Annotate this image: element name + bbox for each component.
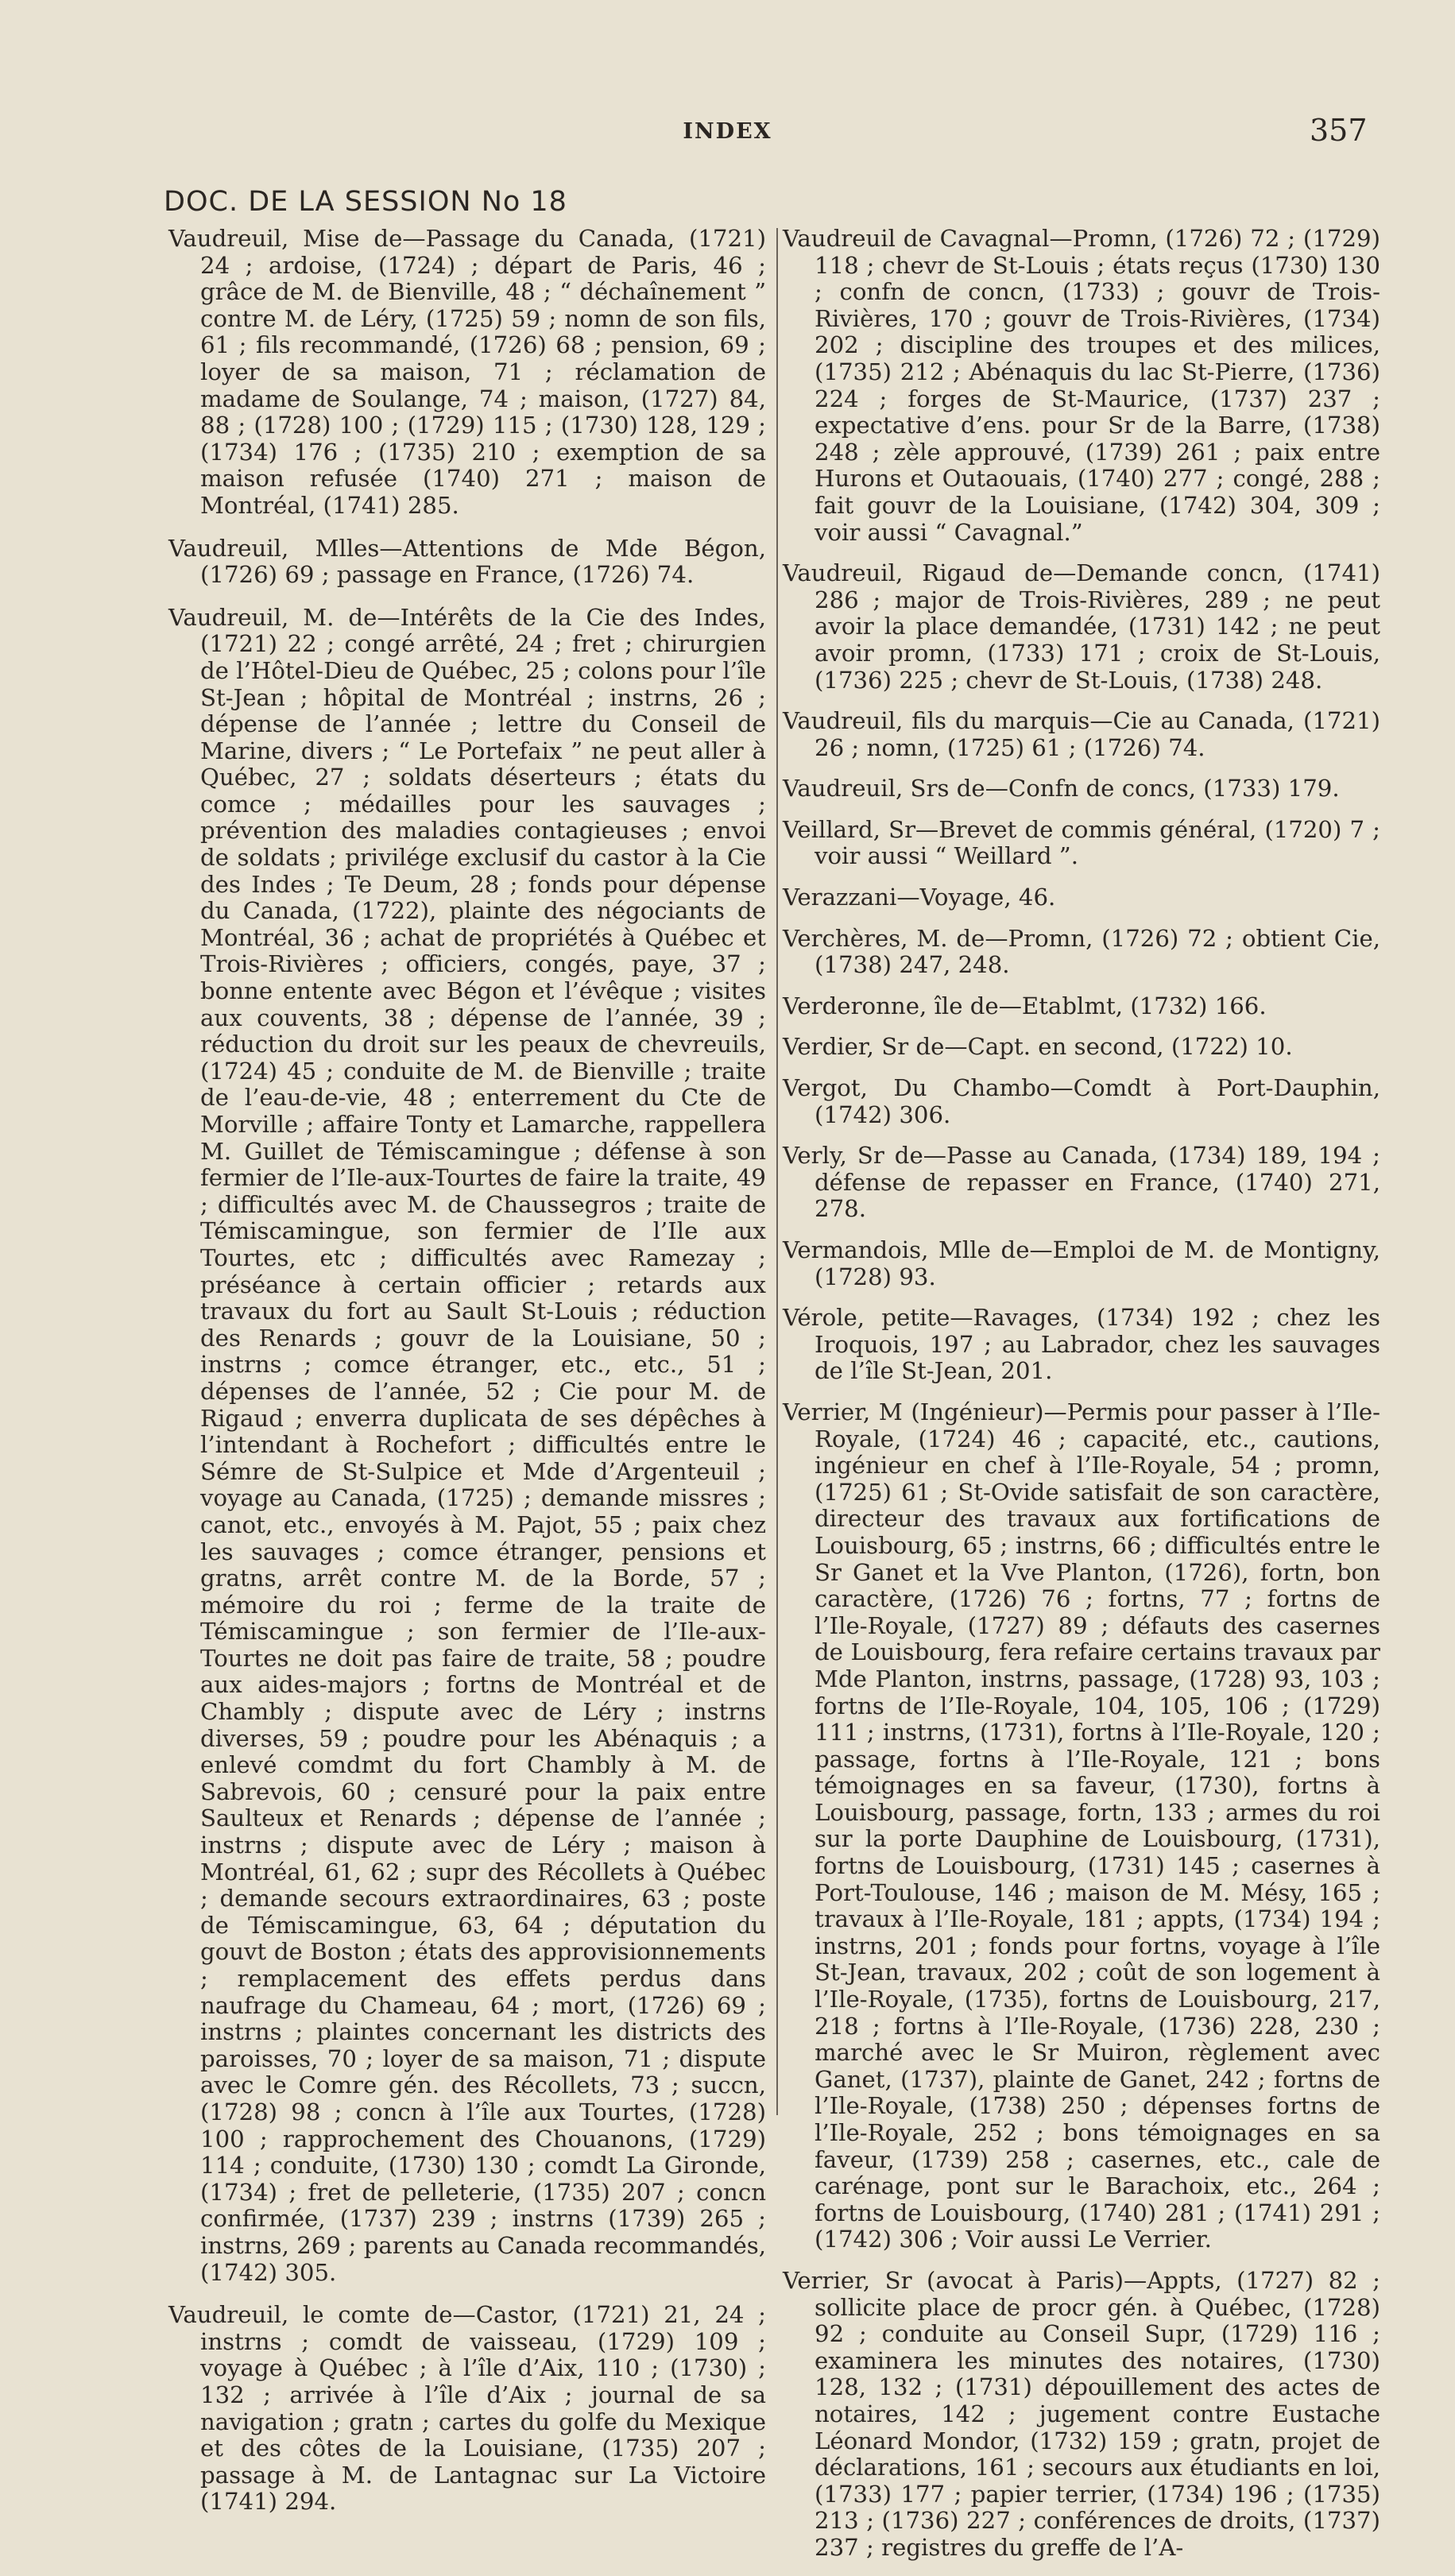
index-entry: Verdier, Sr de—Capt. en second, (1722) 10. xyxy=(783,1033,1293,1061)
index-entry: Verchères, M. de—Promn, (1726) 72 ; obtient Cie, (1738) 247, 248. xyxy=(783,924,1380,979)
index-entry: Vaudreuil de Cavagnal—Promn, (1726) 72 ; (1729) 118 ; chevr de St-Louis ; états reçus (1730) 130 ; confn de concn, (1733) ; gouvr de Trois-Rivières, 170 ; gouvr de Trois-Rivières, (1734) 202 ; discipline des troupes et des milices, (1735) 212 ; Abénaquis du lac St-Pierre, (1736) 224 ; forges de St-Maurice, (1737) 237 ; expectative d’ens. pour Sr de la Barre, (1738) 248 ; zèle approuvé, (1739) 261 ; paix entre Hurons et Outaouais, (1740) 277 ; congé, 288 ; fait gouvr de la Louisiane, (1742) 304, 309 ; voir aussi “ Cavagnal.” xyxy=(783,225,1380,546)
left-column xyxy=(168,226,766,2532)
index-entry: Verly, Sr de—Passe au Canada, (1734) 189, 194 ; défense de repasser en France, (1740) 271, 278. xyxy=(783,1142,1380,1223)
index-entry: Veillard, Sr—Brevet de commis général, (1720) 7 ; voir aussi “ Weillard ”. xyxy=(783,815,1380,870)
index-entry: Vaudreuil, le comte de—Castor, (1721) 21, 24 ; instrns ; comdt de vaisseau, (1729) 109 ; voyage à Québec ; à l’île d’Aix, 110 ; (1730) ; 132 ; arrivée à l’île d’Aix ; journal de sa navigation ; gratn ; cartes du golfe du Mexique et des côtes de la Louisiane, (1735) 207 ; passage à M. de Lantagnac sur La Victoire (1741) 294. xyxy=(168,2301,766,2516)
index-entry: Vaudreuil, Mlles—Attentions de Mde Bégon, (1726) 69 ; passage en France, (1726) 74. xyxy=(168,534,766,589)
index-entry: Verazzani—Voyage, 46. xyxy=(783,884,1056,911)
index-entry: Verrier, M (Ingénieur)—Permis pour passer à l’Ile-Royale, (1724) 46 ; capacité, etc., cautions, ingénieur en chef à l’Ile-Royale, 54 ; promn, (1725) 61 ; St-Ovide satisfait de son caractère, directeur des travaux aux fortifications de Louisbourg, 65 ; instrns, 66 ; difficultés entre le Sr Ganet et la Vve Planton, (1726), fortn, bon caractère, (1726) 76 ; fortns, 77 ; fortns de l’Ile-Royale, (1727) 89 ; défauts des casernes de Louisbourg, fera refaire certains travaux par Mde Planton, instrns, passage, (1728) 93, 103 ; fortns de l’Ile-Royale, 104, 105, 106 ; (1729) 111 ; instrns, (1731), fortns à l’Ile-Royale, 120 ; passage, fortns à l’Ile-Royale, 121 ; bons témoignages en sa faveur, (1730), fortns à Louisbourg, passage, fortn, 133 ; armes du roi sur la porte Dauphine de Louisbourg, (1731), fortns de Louisbourg, (1731) 145 ; casernes à Port-Toulouse, 146 ; maison de M. Mésy, 165 ; travaux à l’Ile-Royale, 181 ; appts, (1734) 194 ; instrns, 201 ; fonds pour fortns, voyage à l’île St-Jean, travaux, 202 ; coût de son logement à l’Ile-Royale, (1735), fortns de Louisbourg, 217, 218 ; fortns à l’Ile-Royale, (1736) 228, 230 ; marché avec le Sr Muiron, règlement avec Ganet, (1737), plainte de Ganet, 242 ; fortns de l’Ile-Royale, (1738) 250 ; dépenses fortns de l’Ile-Royale, 252 ; bons témoignages en sa faveur, (1739) 258 ; casernes, etc., cale de carénage, pont sur le Barachoix, etc., 264 ; fortns de Louisbourg, (1740) 281 ; (1741) 291 ; (1742) 306 ; Voir aussi Le Verrier. xyxy=(783,1398,1380,2253)
index-entry: Vaudreuil, Mise de—Passage du Canada, (1721) 24 ; ardoise, (1724) ; départ de Paris, 46 ; grâce de M. de Bienville, 48 ; “ déchaînement ” contre M. de Léry, (1725) 59 ; nomn de son fils, 61 ; fils recommandé, (1726) 68 ; pension, 69 ; loyer de sa maison, 71 ; réclamation de madame de Soulange, 74 ; maison, (1727) 84, 88 ; (1728) 100 ; (1729) 115 ; (1730) 128, 129 ; (1734) 176 ; (1735) 210 ; exemption de sa maison refusée (1740) 271 ; maison de Montréal, (1741) 285. xyxy=(168,225,766,519)
page-number: 357 xyxy=(1310,113,1368,148)
index-entry: Vaudreuil, fils du marquis—Cie au Canada, (1721) 26 ; nomn, (1725) 61 ; (1726) 74. xyxy=(783,707,1380,761)
index-entry: Vergot, Du Chambo—Comdt à Port-Dauphin, (1742) 306. xyxy=(783,1074,1380,1128)
index-entry: Vérole, petite—Ravages, (1734) 192 ; chez les Iroquois, 197 ; au Labrador, chez les sauvages de l’île St-Jean, 201. xyxy=(783,1304,1380,1385)
column-divider xyxy=(776,228,778,2115)
running-head: INDEX xyxy=(683,119,772,144)
index-entry: Vermandois, Mlle de—Emploi de M. de Montigny, (1728) 93. xyxy=(783,1236,1380,1290)
index-entry: Vaudreuil, Srs de—Confn de concs, (1733) 179. xyxy=(783,775,1340,803)
index-entry: Vaudreuil, M. de—Intérêts de la Cie des Indes, (1721) 22 ; congé arrêté, 24 ; fret ; chirurgien de l’Hôtel-Dieu de Québec, 25 ; colons pour l’île St-Jean ; hôpital de Montréal ; instrns, 26 ; dépense de l’année ; lettre du Conseil de Marine, divers ; “ Le Portefaix ” ne peut aller à Québec, 27 ; soldats déserteurs ; états du comce ; médailles pour les sauvages ; prévention des maladies contagieuses ; envoi de soldats ; privilége exclusif du castor à la Cie des Indes ; Te Deum, 28 ; fonds pour dépense du Canada, (1722), plainte des négociants de Montréal, 36 ; achat de propriétés à Québec et Trois-Rivières ; officiers, congés, paye, 37 ; bonne entente avec Bégon et l’évêque ; visites aux couvents, 38 ; dépense de l’année, 39 ; réduction du droit sur les peaux de chevreuils, (1724) 45 ; conduite de M. de Bienville ; traite de l’eau-de-vie, 48 ; enterrement du Cte de Morville ; affaire Tonty et Lamarche, rappellera M. Guillet de Témiscamingue ; défense à son fermier de l’Ile-aux-Tourtes de faire la traite, 49 ; difficultés avec M. de Chaussegros ; traite de Témiscamingue, son fermier de l’Ile aux Tourtes, etc ; difficultés avec Ramezay ; préséance à certain officier ; retards aux travaux du fort au Sault St-Louis ; réduction des Renards ; gouvr de la Louisiane, 50 ; instrns ; comce étranger, etc., etc., 51 ; dépenses de l’année, 52 ; Cie pour M. de Rigaud ; enverra duplicata de ses dépêches à l’intendant à Rochefort ; difficultés entre le Sémre de St-Sulpice et Mde d’Argenteuil ; voyage au Canada, (1725) ; demande missres ; canot, etc., envoyés à M. Pajot, 55 ; paix chez les sauvages ; comce étranger, pensions et gratns, arrêt contre M. de la Borde, 57 ; mémoire du roi ; ferme de la traite de Témiscamingue ; son fermier de l’Ile-aux-Tourtes ne doit pas faire de traite, 58 ; poudre aux aides-majors ; fortns de Montréal et de Chambly ; dispute avec de Léry ; instrns diverses, 59 ; poudre pour les Abénaquis ; a enlevé comdmt du fort Chambly à M. de Sabrevois, 60 ; censuré pour la paix entre Saulteux et Renards ; dépense de l’année ; instrns ; dispute avec de Léry ; maison à Montréal, 61, 62 ; supr des Récollets à Québec ; demande secours extraordinaires, 63 ; poste de Témiscamingue, 63, 64 ; députation du gouvt de Boston ; états des approvisionnements ; remplacement des effets perdus dans naufrage du Chameau, 64 ; mort, (1726) 69 ; instrns ; plaintes concernant les districts des paroisses, 70 ; loyer de sa maison, 71 ; dispute avec le Comre gén. des Récollets, 73 ; succn, (1728) 98 ; concn à l’île aux Tourtes, (1728) 100 ; rapprochement des Chouanons, (1729) 114 ; conduite, (1730) 130 ; comdt La Gironde, (1734) ; fret de pelleterie, (1735) 207 ; concn confirmée, (1737) 239 ; instrns (1739) 265 ; instrns, 269 ; parents au Canada recommandés, (1742) 305. xyxy=(168,603,766,2286)
right-column xyxy=(783,226,1380,2576)
session-title: DOC. DE LA SESSION No 18 xyxy=(164,186,567,218)
index-entry: Verrier, Sr (avocat à Paris)—Appts, (1727) 82 ; sollicite place de procr gén. à Québec, (1728) 92 ; conduite au Conseil Supr, (1729) 116 ; examinera les minutes des notaires, (1730) 128, 132 ; (1731) dépouillement des actes de notaires, 142 ; jugement contre Eustache Léonard Mondor, (1732) 159 ; gratn, projet de déclarations, 161 ; secours aux étudiants en loi, (1733) 177 ; papier terrier, (1734) 196 ; (1735) 213 ; (1736) 227 ; conférences de droits, (1737) 237 ; registres du greffe de l’A- xyxy=(783,2266,1380,2561)
index-entry: Vaudreuil, Rigaud de—Demande concn, (1741) 286 ; major de Trois-Rivières, 289 ; ne peut avoir la place demandée, (1731) 142 ; ne peut avoir promn, (1733) 171 ; croix de St-Louis, (1736) 225 ; chevr de St-Louis, (1738) 248. xyxy=(783,559,1380,694)
index-entry: Verderonne, île de—Etablmt, (1732) 166. xyxy=(783,992,1267,1019)
